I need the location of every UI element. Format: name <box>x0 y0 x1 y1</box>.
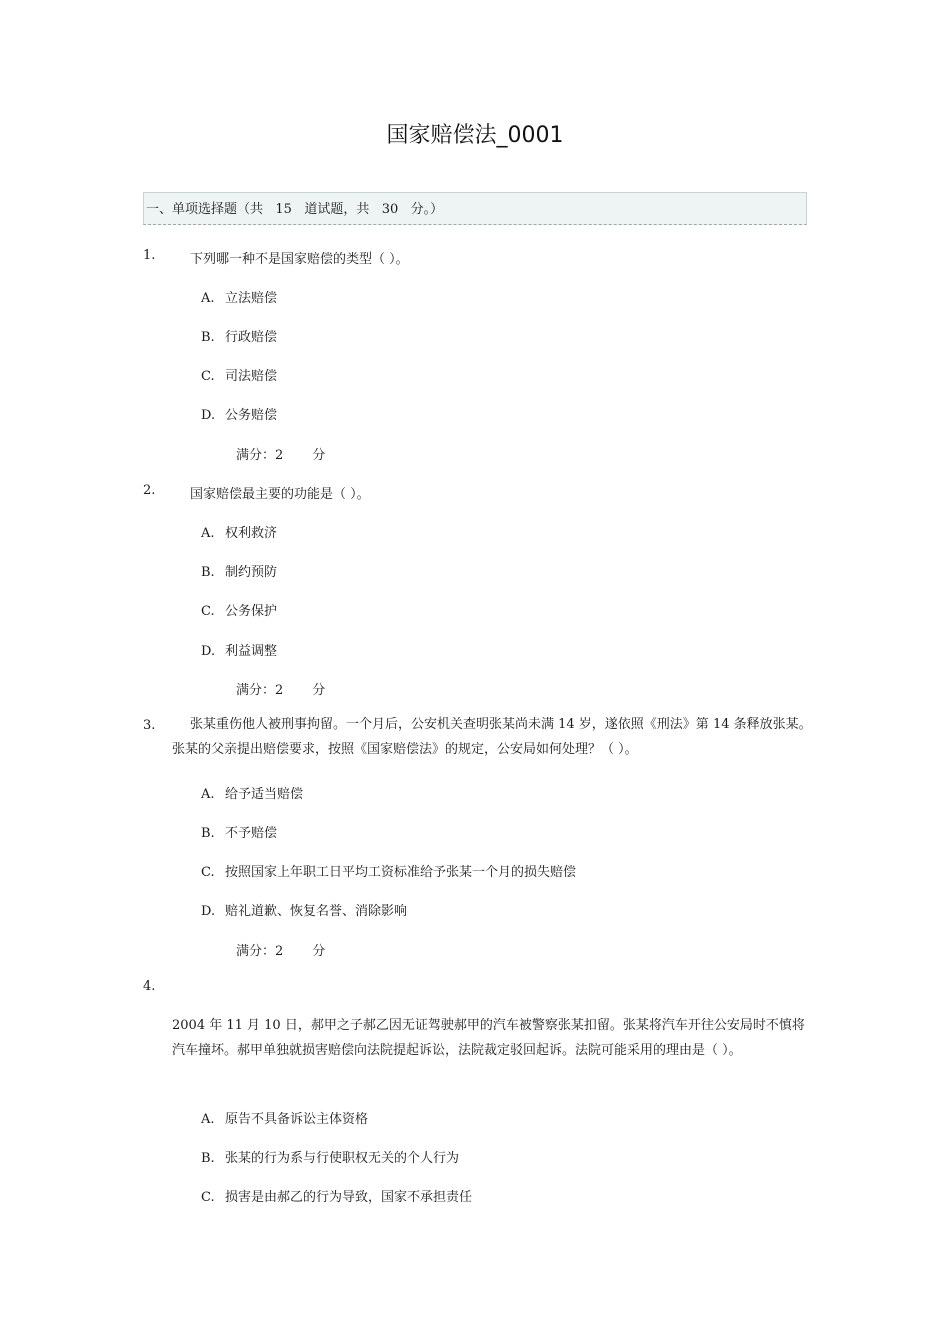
option <box>201 600 277 619</box>
option <box>201 900 407 919</box>
option-letter: B. <box>201 565 215 580</box>
option-text: 公务赔偿 <box>225 408 278 423</box>
option-letter: A. <box>201 1112 215 1127</box>
option <box>201 326 277 345</box>
option-letter: A. <box>201 526 215 541</box>
option <box>201 861 576 880</box>
option-text: 损害是由郝乙的行为导致，国家不承担责任 <box>225 1190 473 1205</box>
option <box>201 404 277 423</box>
question-number: 1. <box>143 248 156 263</box>
option-letter: C. <box>201 369 215 384</box>
option <box>201 561 277 580</box>
option-text: 公务保护 <box>225 604 278 619</box>
option <box>201 365 277 384</box>
question-stem: 张某重伤他人被刑事拘留。一个月后，公安机关查明张某尚未满 14 岁，遂依照《刑法》第 14 条释放张某。张某的父亲提出赔偿要求，按照《国家赔偿法》的规定，公安局如何处理？（ ）。 <box>172 717 812 757</box>
option-letter: C. <box>201 865 215 880</box>
option-letter: A. <box>201 787 215 802</box>
option-letter: C. <box>201 1190 215 1205</box>
option-text: 给予适当赔偿 <box>225 787 304 802</box>
option-text: 按照国家上年职工日平均工资标准给予张某一个月的损失赔偿 <box>225 865 577 880</box>
option <box>201 1186 472 1205</box>
option <box>201 287 277 306</box>
option-text: 利益调整 <box>225 644 278 659</box>
option-text: 司法赔偿 <box>225 369 278 384</box>
question-stem: 国家赔偿最主要的功能是（ ）。 <box>190 487 370 502</box>
option-text: 张某的行为系与行使职权无关的个人行为 <box>225 1151 460 1166</box>
option-text: 权利救济 <box>225 526 278 541</box>
option <box>201 522 277 541</box>
option-text: 原告不具备诉讼主体资格 <box>225 1112 369 1127</box>
question-stem: 下列哪一种不是国家赔偿的类型（ ）。 <box>190 252 409 267</box>
question-number: 4. <box>143 979 156 994</box>
question-score: 满分：2 分 <box>236 683 326 698</box>
option-letter: D. <box>201 904 216 919</box>
option-letter: D. <box>201 408 216 423</box>
option <box>201 822 277 841</box>
question-number: 2. <box>143 483 156 498</box>
option-letter: C. <box>201 604 215 619</box>
section-header: 一、单项选择题（共 15 道试题，共 30 分。） <box>143 192 807 225</box>
option <box>201 640 277 659</box>
option-letter: A. <box>201 291 215 306</box>
option-text: 立法赔偿 <box>225 291 278 306</box>
option <box>201 1147 459 1166</box>
option-text: 制约预防 <box>225 565 278 580</box>
option-text: 不予赔偿 <box>225 826 278 841</box>
page-title: 国家赔偿法_0001 <box>386 123 564 148</box>
question-score: 满分：2 分 <box>236 448 326 463</box>
option-text: 赔礼道歉、恢复名誉、消除影响 <box>225 904 408 919</box>
option-letter: B. <box>201 826 215 841</box>
option-text: 行政赔偿 <box>225 330 278 345</box>
option-letter: D. <box>201 644 216 659</box>
option-letter: B. <box>201 1151 215 1166</box>
question-stem: 2004 年 11 月 10 日，郝甲之子郝乙因无证驾驶郝甲的汽车被警察张某扣留。张某将汽车开往公安局时不慎将汽车撞坏。郝甲单独就损害赔偿向法院提起诉讼，法院裁定驳回起诉。法院可能采用的理由是（ ）。 <box>172 1018 805 1058</box>
question-score: 满分：2 分 <box>236 944 326 959</box>
option <box>201 1108 368 1127</box>
option <box>201 783 303 802</box>
question-number: 3. <box>143 718 156 733</box>
option-letter: B. <box>201 330 215 345</box>
